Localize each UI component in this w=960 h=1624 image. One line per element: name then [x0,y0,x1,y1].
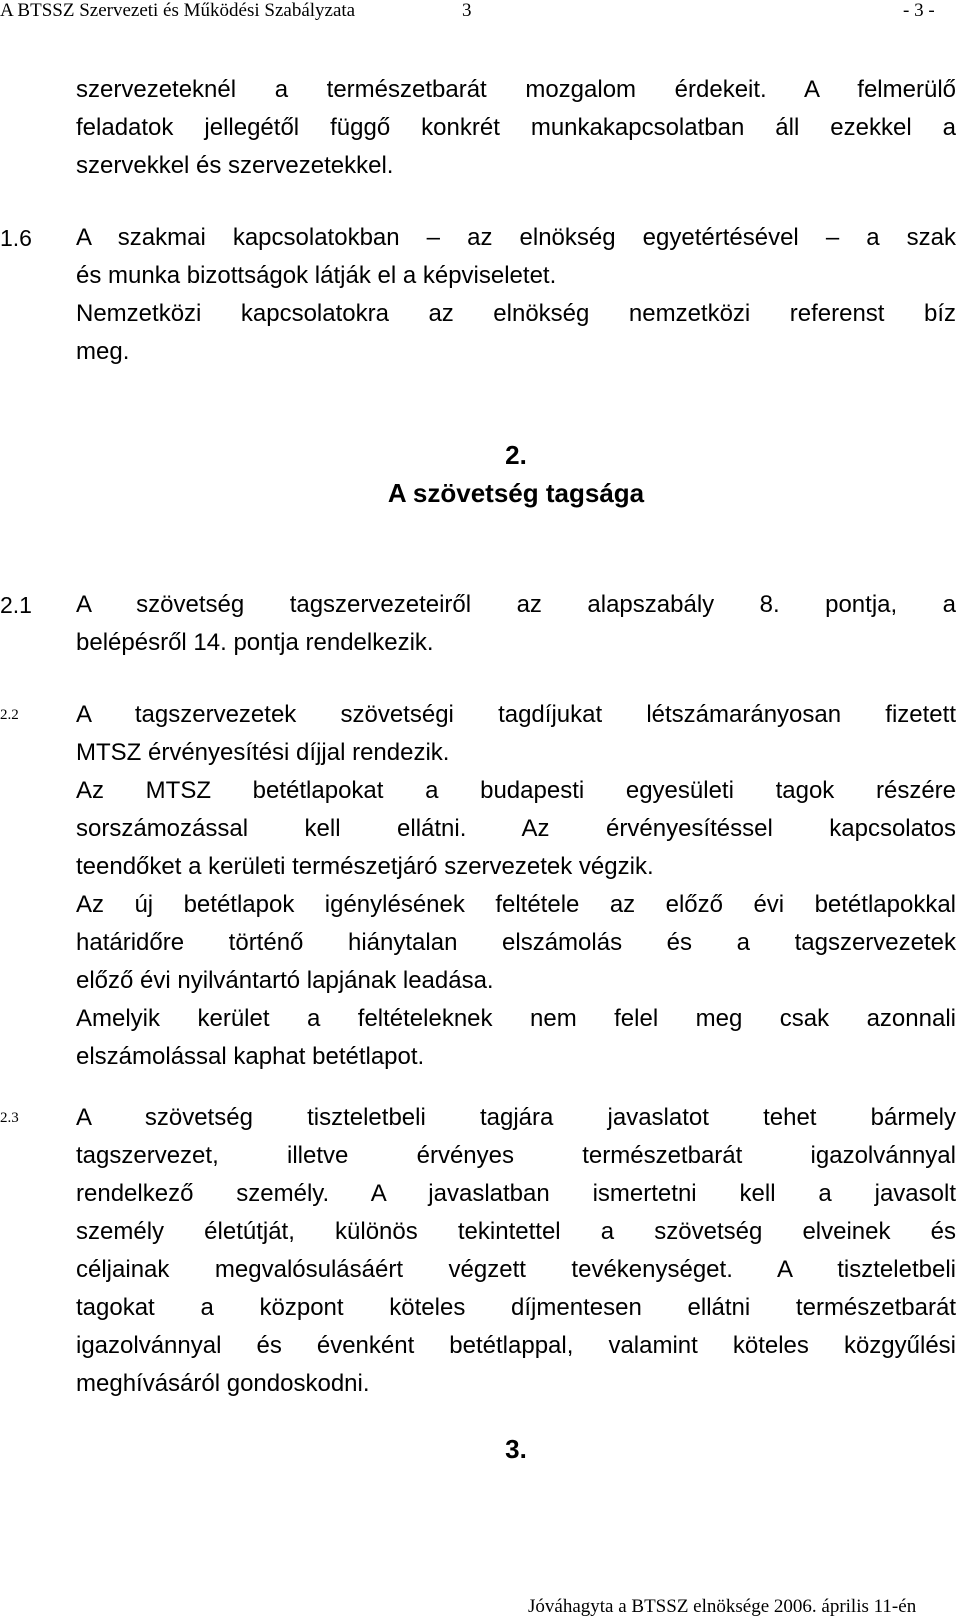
paragraph-line: A szakmai kapcsolatokban – az elnökség egyetértésével – a szak [76,224,956,251]
paragraph-line: és munka bizottságok látják el a képviseletet. [76,262,557,289]
paragraph-line: céljainak megvalósulásáért végzett tevékenységet. A tiszteletbeli [76,1256,956,1283]
paragraph-line: meghívásáról gondoskodni. [76,1370,370,1397]
page-marker: - 3 - [903,0,935,21]
section-number-2-2: 2.2 [0,707,19,723]
section-1-6-text [76,219,956,371]
running-header-title: A BTSSZ Szervezeti és Működési Szabályzata [0,0,356,21]
chapter-number-3: 3. [505,1434,527,1464]
paragraph-line: feladatok jellegétől függő konkrét munkakapcsolatban áll ezekkel a [76,114,956,141]
paragraph-line: MTSZ érvényesítési díjjal rendezik. [76,739,450,766]
paragraph-line: tagszervezet, illetve érvényes természetbarát igazolvánnyal [76,1142,956,1169]
paragraph-line: meg. [76,338,130,365]
section-2-1-text [76,586,956,662]
paragraph-line: Nemzetközi kapcsolatokra az elnökség nemzetközi referenst bíz [76,300,956,327]
paragraph-line: előző évi nyilvántartó lapjának leadása. [76,967,494,994]
chapter-number-2: 2. [505,440,527,470]
section-number-2-3: 2.3 [0,1110,19,1126]
section-2-2-text [76,696,956,1076]
chapter-title-2: A szövetség tagsága [387,478,645,508]
paragraph-line: elszámolással kaphat betétlapot. [76,1043,425,1070]
paragraph-line: határidőre történő hiánytalan elszámolás és a tagszervezetek [76,929,956,956]
paragraph-line: tagokat a központ köteles díjmentesen ellátni természetbarát [76,1294,956,1321]
paragraph-line: sorszámozással kell ellátni. Az érvényesítéssel kapcsolatos [76,815,956,842]
paragraph-line: igazolvánnyal és évenként betétlappal, valamint köteles közgyűlési [76,1332,956,1359]
paragraph-line: belépésről 14. pontja rendelkezik. [76,629,434,656]
paragraph-line: személy életútját, különös tekintettel a szövetség elveinek és [76,1218,956,1245]
paragraph-line: Az MTSZ betétlapokat a budapesti egyesületi tagok részére [76,777,956,804]
paragraph-line: A tagszervezetek szövetségi tagdíjukat létszámarányosan fizetett [76,701,956,728]
paragraph-line: szervekkel és szervezetekkel. [76,152,394,179]
paragraph-line: Amelyik kerület a feltételeknek nem felel meg csak azonnali [76,1005,956,1032]
paragraph-line: A szövetség tagszervezeteiről az alapszabály 8. pontja, a [76,591,956,618]
approval-footer: Jóváhagyta a BTSSZ elnöksége 2006. április 11-én [528,1596,917,1617]
continuation-paragraph [76,71,956,185]
section-2-3-text [76,1099,956,1403]
section-number-1-6: 1.6 [0,225,32,251]
paragraph-line: rendelkező személy. A javaslatban ismertetni kell a javasolt [76,1180,956,1207]
paragraph-line: Az új betétlapok igénylésének feltétele az előző évi betétlapokkal [76,891,956,918]
paragraph-line: A szövetség tiszteletbeli tagjára javaslatot tehet bármely [76,1104,956,1131]
section-number-2-1: 2.1 [0,592,32,618]
running-header-page-number: 3 [462,0,472,21]
paragraph-line: teendőket a kerületi természetjáró szervezetek végzik. [76,853,654,880]
paragraph-line: szervezeteknél a természetbarát mozgalom érdekeit. A felmerülő [76,76,956,103]
